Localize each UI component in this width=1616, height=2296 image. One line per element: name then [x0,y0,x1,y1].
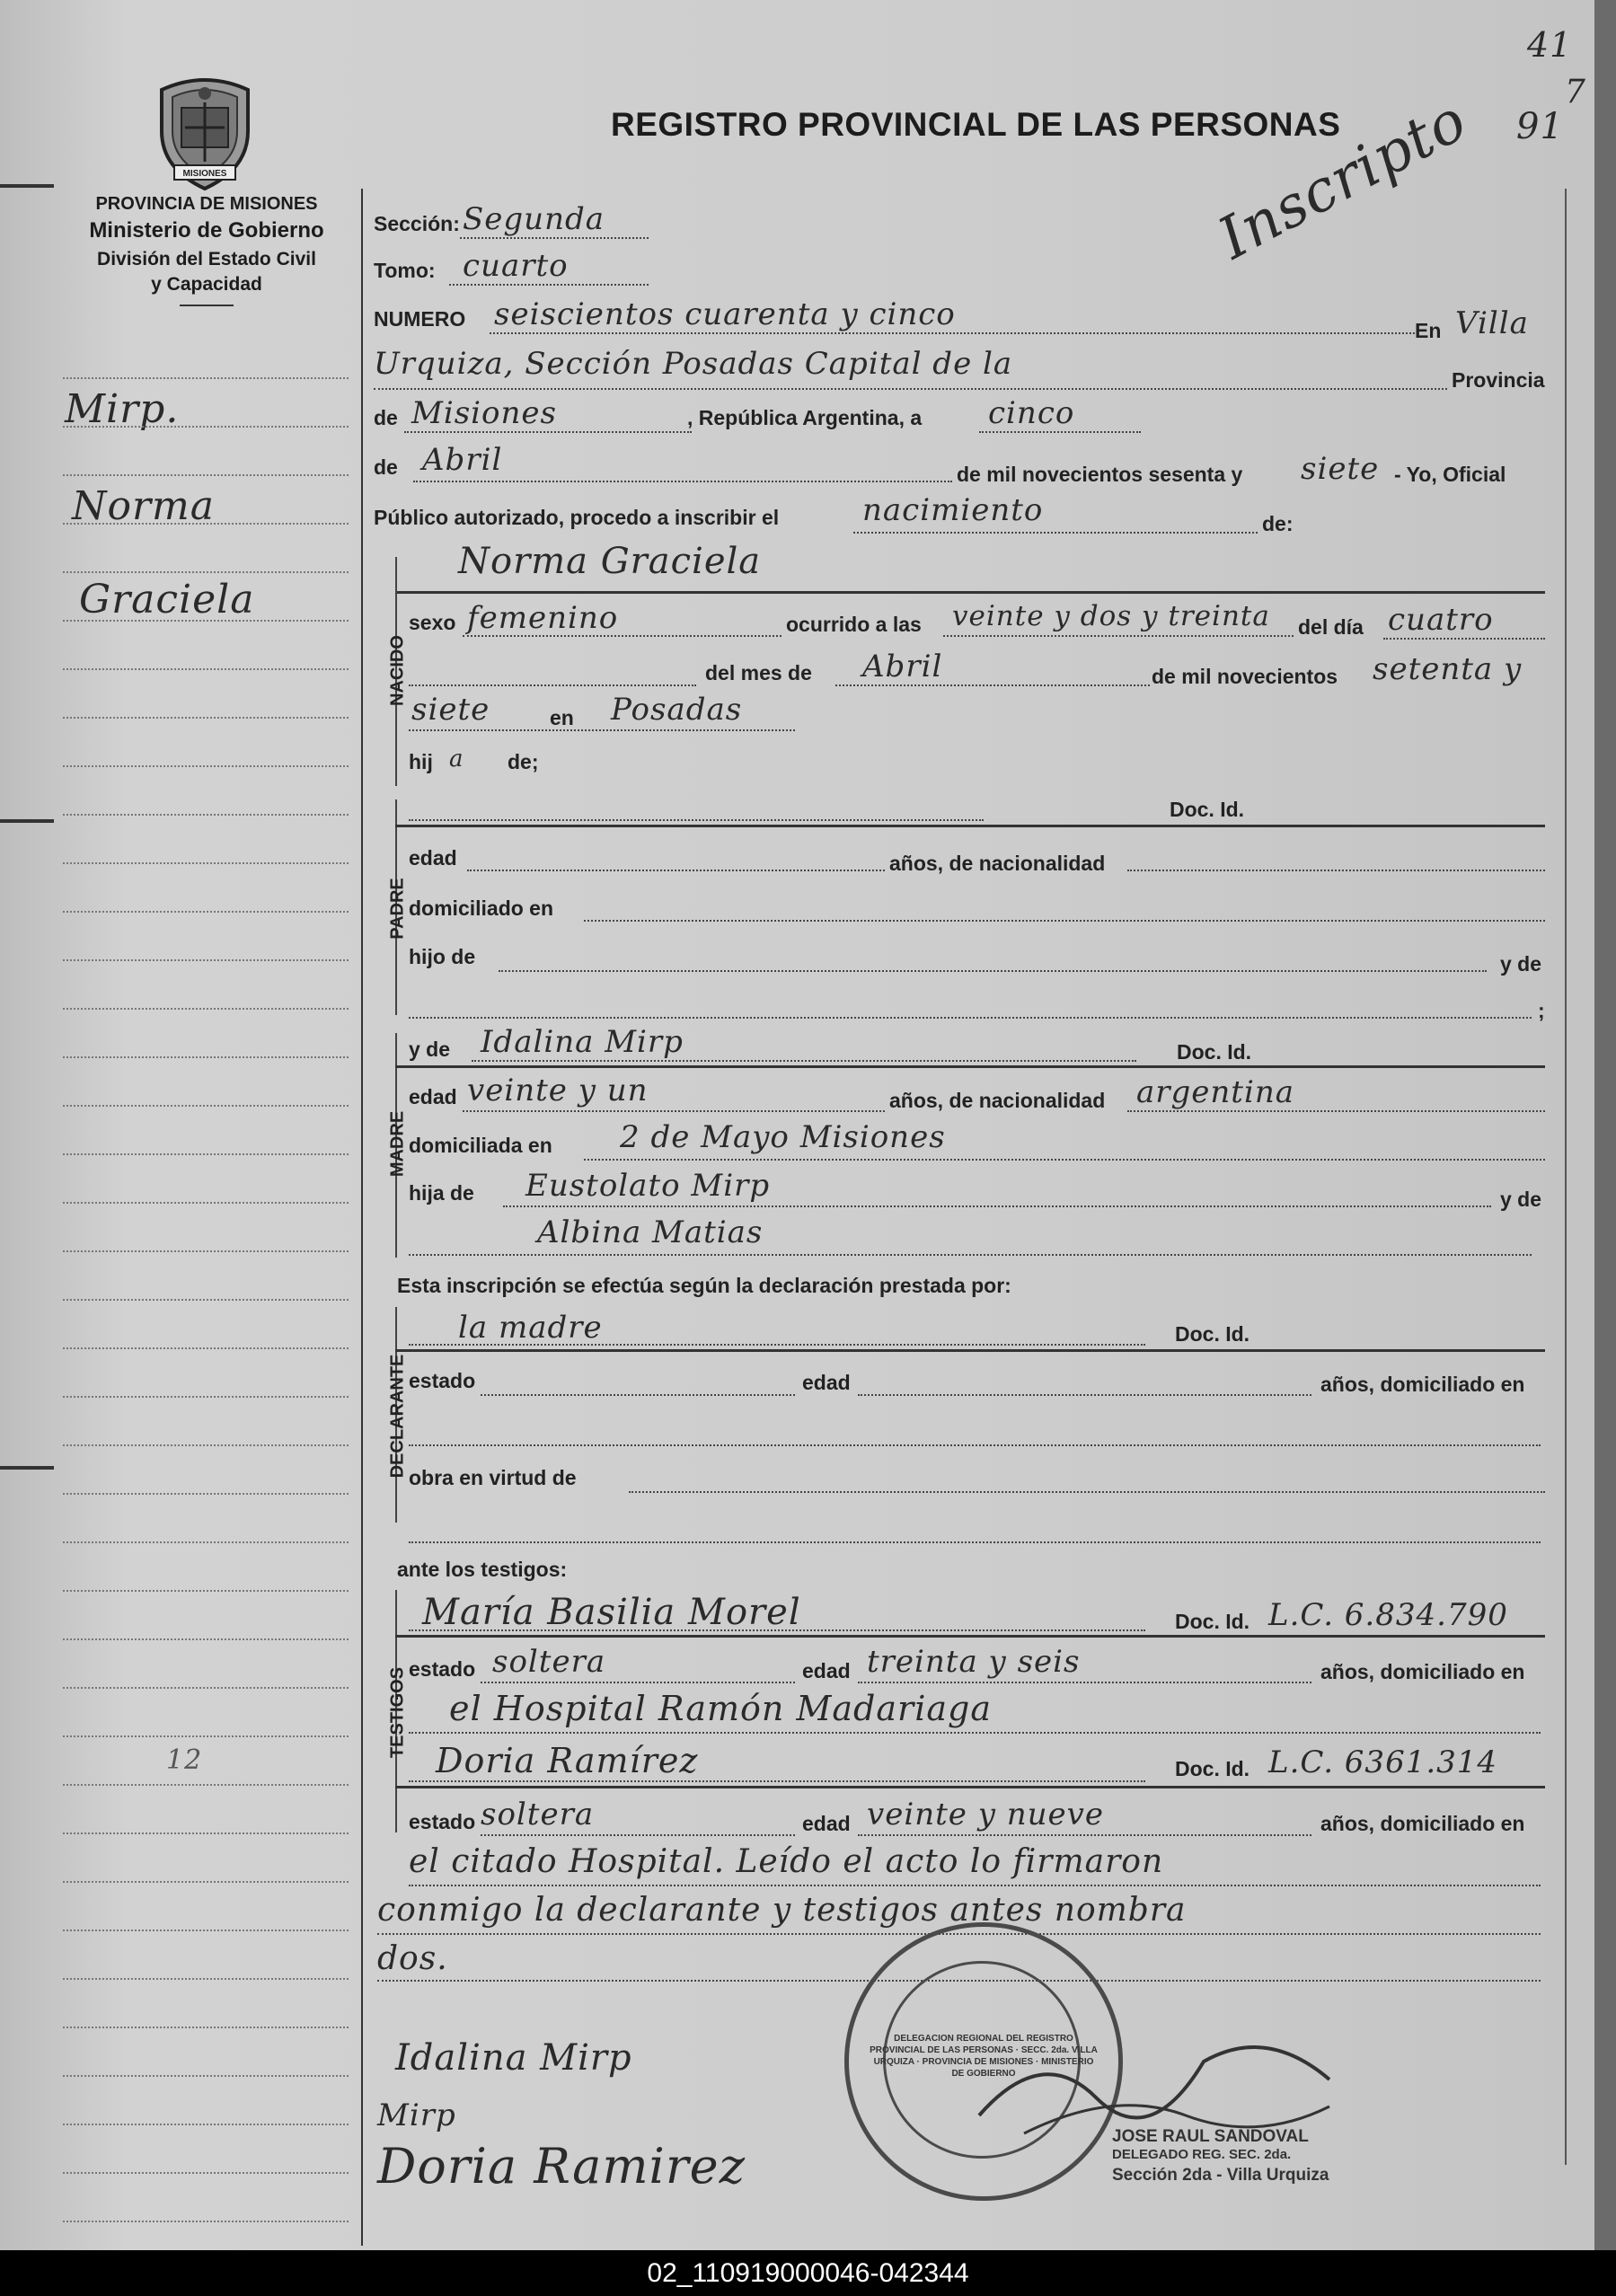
margin-rule [63,2124,349,2125]
republica-label: , República Argentina, a [687,406,923,429]
testigo2-edad-label: edad [802,1812,851,1835]
padre-edad-label: edad [409,846,457,870]
testigo1-estado-value: soltera [492,1644,606,1680]
firma-secundaria: Mirp [377,2097,456,2133]
margin-rule [63,2221,349,2222]
official-signature-icon [970,2008,1347,2151]
margin-rule [63,2075,349,2077]
ministry-line: Ministerio de Gobierno [89,218,324,243]
testigo1-doc-value: L.C. 6.834.790 [1268,1597,1508,1633]
padre-y-de-label: y de [1500,952,1542,976]
declarante-value: la madre [458,1310,603,1346]
page-edge [1594,0,1616,2250]
margin-rule [63,1881,349,1883]
de-label: de [374,406,398,429]
testigo1-estado-label: estado [409,1657,476,1681]
numero-value: seiscientos cuarenta y cinco [494,296,956,332]
seccion-label: Sección: [374,212,460,235]
en-lugar-label: en [550,706,574,729]
declarante-estado-label: estado [409,1369,476,1392]
firma-testigo: Doria Ramirez [377,2138,746,2194]
margin-rule [63,1347,349,1349]
margin-rule [63,668,349,670]
testigo1-edad-label: edad [802,1659,851,1682]
binder-mark [0,819,54,823]
acto-value: nacimiento [862,492,1044,528]
binder-mark [0,184,54,188]
padre-section-label: PADRE [387,878,408,940]
division-line: División del Estado Civil [97,249,316,269]
testigo1-doc-label: Doc. Id. [1175,1610,1250,1633]
margin-rule [63,1832,349,1834]
margin-rule [63,1590,349,1592]
margin-rule [63,620,349,622]
tomo-label: Tomo: [374,259,436,282]
main-right-border [1565,189,1567,2165]
declarante-section-label: DECLARANTE [387,1354,408,1479]
yo-oficial-label: - Yo, Oficial [1394,463,1506,486]
anio-nac-b-value: siete [411,692,490,728]
corner-mark-top: 41 [1527,25,1573,65]
dia-registro-value: cinco [988,395,1075,431]
margin-rule [63,1978,349,1980]
inscripto-stamp: Inscripto [1208,86,1479,273]
lugar-value: Posadas [611,692,743,728]
hij-label: hij [409,750,433,773]
dia-value: cuatro [1388,602,1494,638]
margin-rule [63,1202,349,1204]
margin-rule [63,1444,349,1446]
margin-rule [63,1735,349,1737]
official-name: JOSE RAUL SANDOVAL [1112,2127,1309,2146]
padre-nacionalidad-label: años, de nacionalidad [889,852,1106,875]
cierre-line1: el citado Hospital. Leído el acto lo firmaron [409,1843,1164,1880]
testigo2-edad-value: veinte y nueve [867,1797,1104,1832]
margin-rule [63,1930,349,1931]
del-mes-label: del mes de [705,661,812,684]
hij-suffix-value: a [449,746,464,773]
margin-rule [63,571,349,573]
margin-rule [63,1105,349,1107]
madre-edad-label: edad [409,1085,457,1108]
ocurrido-label: ocurrido a las [786,613,922,636]
ministry-heading [54,194,359,306]
ante-testigos-label: ante los testigos: [397,1558,568,1581]
hora-value: veinte y dos y treinta [952,600,1270,632]
esta-inscripcion-label: Esta inscripción se efectúa según la declaración prestada por: [397,1274,1011,1297]
place-line-value: Urquiza, Sección Posadas Capital de la [374,346,1013,382]
margin-rule [63,2172,349,2174]
en-label: En [1415,319,1442,342]
margin-rule [63,862,349,864]
madre-hija-de-label: hija de [409,1181,474,1205]
margin-rule [63,1784,349,1786]
testigos-section-label: TESTIGOS [387,1666,408,1759]
padre-semicolon: ; [1538,999,1545,1022]
numero-label: NUMERO [374,307,466,331]
anio-nac-a-value: setenta y [1373,651,1523,687]
margin-rule [63,474,349,476]
declarante-domicilio-label: años, domiciliado en [1320,1373,1525,1396]
margin-rule [63,1687,349,1689]
binder-mark [0,1466,54,1470]
madre-nombre-value: Idalina Mirp [481,1024,684,1060]
testigo1-nombre-value: María Basilia Morel [422,1592,801,1633]
mes-nac-value: Abril [862,649,943,684]
testigo2-doc-label: Doc. Id. [1175,1757,1250,1780]
testigo2-doc-value: L.C. 6361.314 [1268,1744,1498,1780]
declarante-edad-label: edad [802,1371,851,1394]
provincial-crest-icon [155,75,255,192]
madre-doc-label: Doc. Id. [1177,1040,1252,1064]
publico-label: Público autorizado, procedo a inscribir el [374,506,780,529]
margin-rule [63,814,349,816]
margin-note: 12 [166,1744,203,1776]
margin-rule [63,1008,349,1010]
margin-rule [63,1056,349,1058]
en-value: Villa [1455,305,1529,341]
madre-domicilio-value: 2 de Mayo Misiones [620,1119,946,1155]
provincia-label: Provincia [1452,368,1545,392]
corner-mark-bottom: 7 [1565,74,1586,110]
margin-first-name: Norma [72,483,215,529]
seal-text: DELEGACION REGIONAL DEL REGISTRO PROVINCIAL DE LAS PERSONAS · SECC. 2da. VILLA URQUIZA · PROVINCIA DE MISIONES · MINISTERIO DE GOBIERNO [870,2034,1098,2079]
margin-rule [63,959,349,961]
testigo1-edad-value: treinta y seis [867,1644,1081,1680]
margin-rule [63,1638,349,1640]
hij-de-label: de; [508,750,539,773]
madre-y-de-label: y de [409,1038,451,1061]
testigo2-nombre-value: Doria Ramírez [436,1741,699,1780]
testigo2-domicilio-label: años, domiciliado en [1320,1812,1525,1835]
madre-y-de-label2: y de [1500,1188,1542,1211]
sexo-label: sexo [409,611,456,634]
madre-section-label: MADRE [387,1110,408,1178]
margin-rule [63,765,349,767]
page-number: 91 [1516,106,1564,147]
document-title: REGISTRO PROVINCIAL DE LAS PERSONAS [611,106,1341,143]
margin-rule [63,1153,349,1155]
margin-rule [63,2027,349,2028]
margin-rule [63,717,349,719]
abuelo-value: Eustolato Mirp [525,1168,771,1204]
margin-rule [63,911,349,913]
de-colon-label: de: [1262,512,1294,535]
file-id-footer: 02_110919000046-042344 [0,2250,1616,2296]
margin-rule [63,426,349,428]
testigo1-domicilio-label: años, domiciliado en [1320,1660,1525,1683]
margin-rule [63,1541,349,1543]
anio-registro-value: siete [1301,451,1380,487]
del-dia-label: del día [1298,615,1364,639]
padre-hijo-de-label: hijo de [409,945,476,968]
padre-domicilio-label: domiciliado en [409,896,554,920]
seccion-value: Segunda [463,201,605,237]
abuela-value: Albina Matias [537,1214,764,1250]
capacity-line: y Capacidad [151,274,262,295]
madre-edad-value: veinte y un [467,1073,649,1108]
testigo2-estado-value: soltera [481,1797,595,1832]
crest-ribbon-text: MISIONES [182,169,227,179]
firma-madre: Idalina Mirp [395,2037,632,2079]
de-mil-nac-label: de mil novecientos [1152,665,1338,688]
de-mes-label: de [374,455,398,479]
official-place: Sección 2da - Villa Urquiza [1112,2166,1329,2185]
madre-nacionalidad-value: argentina [1136,1074,1295,1110]
margin-rule [63,1493,349,1495]
margin-rule [63,377,349,379]
sexo-value: femenino [467,600,619,636]
margin-surname: Mirp. [65,386,180,432]
margin-rule [63,1299,349,1301]
madre-nacionalidad-label: años, de nacionalidad [889,1089,1106,1112]
margin-rule [63,523,349,525]
provincia-value: Misiones [411,395,557,431]
testigo2-estado-label: estado [409,1810,476,1833]
cierre-line3: dos. [377,1940,448,1977]
declarante-doc-label: Doc. Id. [1175,1322,1250,1346]
madre-domicilio-label: domiciliada en [409,1134,552,1157]
mes-registro-value: Abril [422,442,503,478]
tomo-value: cuarto [463,248,569,284]
margin-rule [63,1396,349,1398]
padre-doc-label: Doc. Id. [1170,798,1245,821]
de-mil-label: de mil novecientos sesenta y [957,463,1243,486]
province-line: PROVINCIA DE MISIONES [95,194,318,214]
nacido-section-label: NACIDO [387,635,408,706]
margin-second-name: Graciela [79,577,255,623]
main-left-border [361,189,363,2246]
testigo1-domicilio-value: el Hospital Ramón Madariaga [449,1689,992,1728]
official-title: DELEGADO REG. SEC. 2da. [1112,2147,1292,2162]
obra-label: obra en virtud de [409,1466,577,1489]
cierre-line2: conmigo la declarante y testigos antes nombra [377,1892,1187,1929]
margin-rule [63,1250,349,1252]
nombre-value: Norma Graciela [458,541,762,582]
